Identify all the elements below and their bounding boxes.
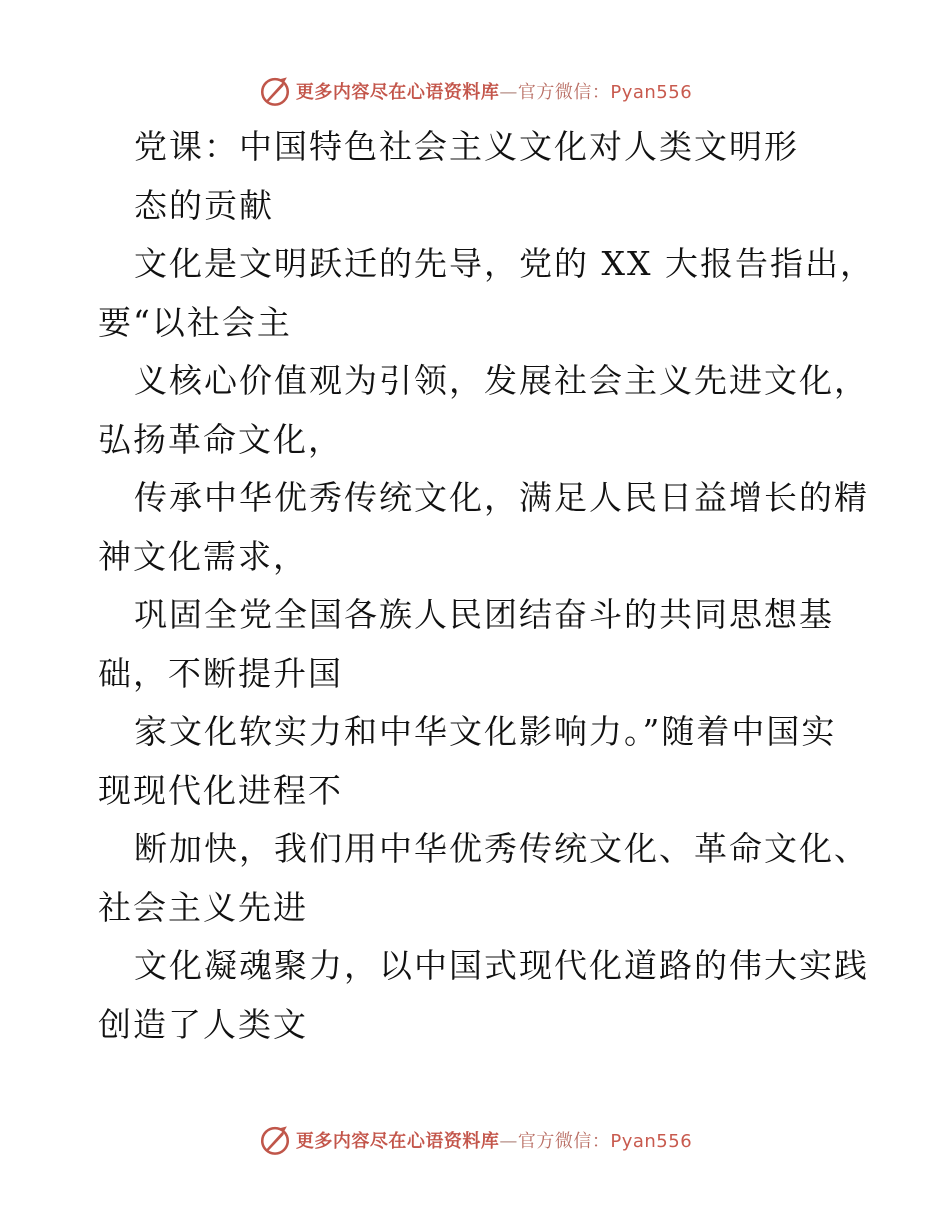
doc-line-9: 巩固全党全国各族人民团结奋斗的共同思想基 [134, 595, 834, 634]
doc-line-title-2: 态的贡献 [134, 185, 274, 225]
header-brand: 更多内容尽在心语资料库 [295, 82, 500, 103]
doc-line-7: 传承中华优秀传统文化，满足人民日益增长的精 [134, 478, 869, 517]
header-banner [0, 73, 950, 109]
doc-line-15: 文化凝魂聚力，以中国式现代化道路的伟大实践 [134, 946, 869, 985]
header-wechat-label: 官方微信： [517, 82, 611, 103]
doc-line-6: 弘扬革命文化， [98, 419, 343, 459]
footer-banner [0, 1122, 950, 1158]
doc-line-12: 现现代化进程不 [98, 770, 343, 810]
footer-separator: — [499, 1131, 518, 1152]
document-body [98, 118, 875, 1054]
doc-line-8: 神文化需求， [98, 536, 308, 576]
doc-line-title-1: 党课：中国特色社会主义文化对人类文明形 [134, 127, 799, 166]
footer-wechat-id: Pyan556 [610, 1131, 693, 1152]
doc-line-13: 断加快，我们用中华优秀传统文化、革命文化、 [134, 829, 869, 868]
quill-pen-logo-icon [258, 74, 292, 108]
footer-banner-text [296, 1127, 692, 1153]
header-banner-text [296, 78, 692, 104]
doc-line-16: 创造了人类文 [98, 1004, 308, 1044]
header-separator: — [499, 82, 518, 103]
doc-line-4: 要“以社会主 [98, 302, 292, 342]
doc-line-5: 义核心价值观为引领，发展社会主义先进文化， [134, 361, 869, 400]
header-wechat-id: Pyan556 [610, 82, 693, 103]
doc-line-3: 文化是文明跃迁的先导，党的 XX 大报告指出， [134, 244, 875, 283]
quill-pen-logo-icon [258, 1123, 292, 1157]
footer-wechat-label: 官方微信： [517, 1131, 611, 1152]
doc-line-10: 础，不断提升国 [98, 653, 343, 693]
doc-line-14: 社会主义先进 [98, 887, 308, 927]
footer-brand: 更多内容尽在心语资料库 [295, 1131, 500, 1152]
doc-line-11: 家文化软实力和中华文化影响力。”随着中国实 [134, 712, 837, 751]
